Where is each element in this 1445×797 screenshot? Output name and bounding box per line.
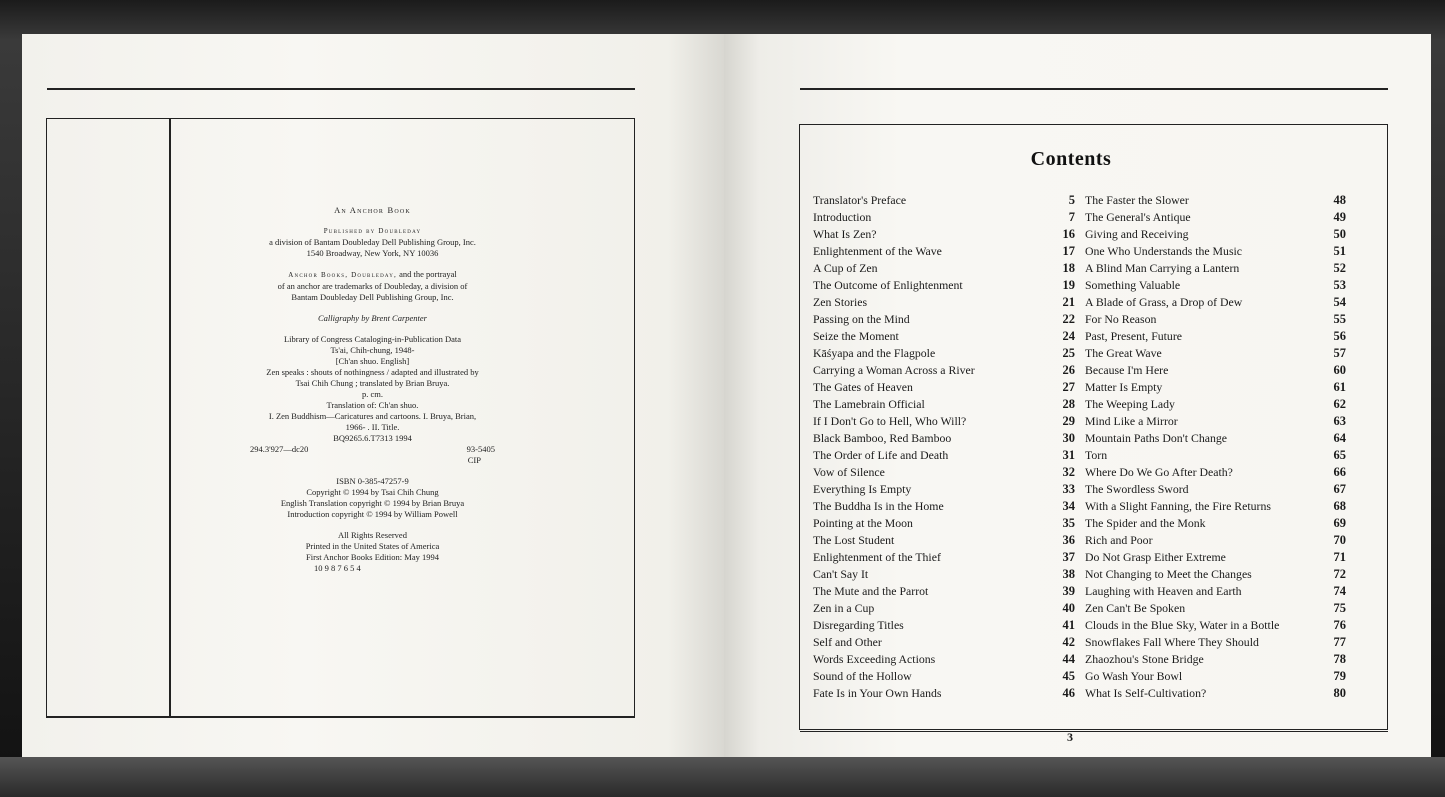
toc-entry-page: 64: [1333, 431, 1346, 445]
cip-dewey-row: [250, 444, 495, 455]
toc-entry: [813, 260, 1075, 277]
toc-entry-title: The Order of Life and Death: [813, 448, 949, 462]
toc-entry: [1085, 328, 1346, 345]
toc-entry-page: 54: [1333, 295, 1346, 309]
copyright-line: Copyright © 1994 by Tsai Chih Chung: [306, 487, 439, 497]
toc-entry-title: Matter Is Empty: [1085, 380, 1163, 394]
toc-entry: [1085, 634, 1346, 651]
rights-reserved: All Rights Reserved: [338, 530, 407, 540]
toc-entry-title: The Mute and the Parrot: [813, 584, 929, 598]
cip-dewey: 294.3'927—dc20: [250, 444, 309, 454]
toc-entry-page: 72: [1333, 567, 1346, 581]
toc-entry-title: The Lost Student: [813, 533, 895, 547]
toc-entry-title: Something Valuable: [1085, 278, 1181, 292]
toc-entry: [813, 277, 1075, 294]
toc-entry: [1085, 566, 1346, 583]
toc-entry-page: 52: [1333, 261, 1346, 275]
toc-entry: [1085, 209, 1346, 226]
cip-tag: CIP: [467, 455, 481, 465]
toc-entry-title: Snowflakes Fall Where They Should: [1085, 635, 1259, 649]
cip-title-line-1: Zen speaks : shouts of nothingness / adapted and illustrated by: [266, 367, 479, 377]
toc-entry-title: Rich and Poor: [1085, 533, 1153, 547]
toc-entry-page: 39: [1062, 584, 1075, 598]
toc-entry-page: 29: [1062, 414, 1075, 428]
toc-entry-title: The Outcome of Enlightenment: [813, 278, 963, 292]
copyright-colophon: [250, 205, 495, 574]
toc-entry-page: 33: [1062, 482, 1075, 496]
toc-entry-page: 56: [1333, 329, 1346, 343]
toc-entry: [1085, 532, 1346, 549]
toc-entry-page: 65: [1333, 448, 1346, 462]
toc-entry-title: Zen Stories: [813, 295, 868, 309]
toc-entry-title: If I Don't Go to Hell, Who Will?: [813, 414, 967, 428]
toc-entry-title: The Weeping Lady: [1085, 397, 1175, 411]
toc-entry: [1085, 362, 1346, 379]
cip-uniform-title: [Ch'an shuo. English]: [335, 356, 410, 366]
toc-entry-title: A Cup of Zen: [813, 261, 878, 275]
toc-entry: [1085, 600, 1346, 617]
toc-entry-page: 27: [1062, 380, 1075, 394]
toc-entry: [813, 481, 1075, 498]
toc-entry-title: Self and Other: [813, 635, 882, 649]
toc-entry: [813, 651, 1075, 668]
toc-entry-page: 28: [1062, 397, 1075, 411]
toc-column-1: [813, 192, 1075, 702]
trademark-line-2: of an anchor are trademarks of Doubleday, a division of: [277, 281, 468, 291]
trademark-line-3: Bantam Doubleday Dell Publishing Group, Inc.: [291, 292, 454, 302]
toc-entry-title: Vow of Silence: [813, 465, 885, 479]
toc-entry: [813, 413, 1075, 430]
cip-title-line-2: Tsai Chih Chung ; translated by Brian Bruya.: [295, 378, 450, 388]
toc-entry: [813, 447, 1075, 464]
toc-entry-title: Can't Say It: [813, 567, 869, 581]
toc-entry-title: What Is Zen?: [813, 227, 877, 241]
toc-entry-title: Mountain Paths Don't Change: [1085, 431, 1228, 445]
toc-entry-title: Fate Is in Your Own Hands: [813, 686, 942, 700]
toc-entry-title: The Swordless Sword: [1085, 482, 1189, 496]
toc-entry-page: 22: [1062, 312, 1075, 326]
trademark-text: and the portrayal: [397, 269, 457, 279]
toc-entry: [813, 328, 1075, 345]
toc-entry: [1085, 583, 1346, 600]
toc-entry-page: 61: [1333, 380, 1346, 394]
toc-entry-page: 51: [1333, 244, 1346, 258]
toc-entry-title: The Gates of Heaven: [813, 380, 913, 394]
toc-entry-page: 75: [1333, 601, 1346, 615]
left-top-rule: [47, 88, 635, 90]
toc-entry: [1085, 396, 1346, 413]
toc-entry-title: Disregarding Titles: [813, 618, 904, 632]
toc-entry-title: Go Wash Your Bowl: [1085, 669, 1183, 683]
printing-line: 10 9 8 7 6 5 4: [314, 563, 361, 573]
cip-translation-note: Translation of: Ch'an shuo.: [326, 400, 419, 410]
translation-copyright: English Translation copyright © 1994 by Brian Bruya: [280, 498, 465, 508]
toc-entry-page: 32: [1062, 465, 1075, 479]
toc-entry-title: Zhaozhou's Stone Bridge: [1085, 652, 1204, 666]
toc-entry-page: 16: [1062, 227, 1075, 241]
toc-entry-page: 17: [1062, 244, 1075, 258]
toc-entry-page: 25: [1062, 346, 1075, 360]
toc-entry-title: Not Changing to Meet the Changes: [1085, 567, 1252, 581]
toc-entry-page: 79: [1333, 669, 1346, 683]
toc-entry: [1085, 379, 1346, 396]
toc-entry-title: Laughing with Heaven and Earth: [1085, 584, 1242, 598]
toc-entry-title: What Is Self-Cultivation?: [1085, 686, 1207, 700]
toc-entry: [813, 226, 1075, 243]
toc-entry: [813, 634, 1075, 651]
cip-lccn: 93-5405: [466, 444, 495, 454]
toc-entry-page: 30: [1062, 431, 1075, 445]
toc-entry: [1085, 515, 1346, 532]
toc-entry-page: 46: [1062, 686, 1075, 700]
toc-entry-title: Sound of the Hollow: [813, 669, 912, 683]
toc-entry-title: Giving and Receiving: [1085, 227, 1189, 241]
cip-subjects: I. Zen Buddhism—Caricatures and cartoons. I. Bruya, Brian,: [268, 411, 477, 421]
toc-entry: [813, 345, 1075, 362]
toc-entry-title: Seize the Moment: [813, 329, 899, 343]
toc-entry-title: Introduction: [813, 210, 872, 224]
toc-entry: [1085, 226, 1346, 243]
toc-entry-title: Passing on the Mind: [813, 312, 910, 326]
toc-entry: [813, 566, 1075, 583]
introduction-copyright: Introduction copyright © 1994 by William Powell: [287, 509, 458, 519]
toc-entry-title: The Buddha Is in the Home: [813, 499, 944, 513]
toc-entry-title: Because I'm Here: [1085, 363, 1169, 377]
toc-entry-page: 66: [1333, 465, 1346, 479]
toc-entry-page: 74: [1333, 584, 1346, 598]
toc-entry-title: Words Exceeding Actions: [813, 652, 936, 666]
toc-entry-page: 41: [1062, 618, 1075, 632]
toc-entry-page: 42: [1062, 635, 1075, 649]
toc-entry-title: Zen Can't Be Spoken: [1085, 601, 1186, 615]
toc-entry-page: 49: [1333, 210, 1346, 224]
toc-entry-page: 37: [1062, 550, 1075, 564]
toc-entry-title: Zen in a Cup: [813, 601, 875, 615]
toc-entry-title: Enlightenment of the Wave: [813, 244, 942, 258]
toc-entry-page: 67: [1333, 482, 1346, 496]
edition-line: First Anchor Books Edition: May 1994: [306, 552, 439, 562]
toc-entry-page: 31: [1062, 448, 1075, 462]
cip-heading: Library of Congress Cataloging-in-Publication Data: [283, 334, 462, 344]
toc-entry-title: For No Reason: [1085, 312, 1157, 326]
toc-entry-title: The Lamebrain Official: [813, 397, 925, 411]
toc-entry-page: 40: [1062, 601, 1075, 615]
toc-entry: [813, 464, 1075, 481]
toc-entry-page: 24: [1062, 329, 1075, 343]
toc-entry-page: 50: [1333, 227, 1346, 241]
toc-entry-page: 77: [1333, 635, 1346, 649]
toc-entry: [1085, 549, 1346, 566]
cip-tag-row: [250, 455, 495, 466]
toc-entry-title: The Spider and the Monk: [1085, 516, 1206, 530]
toc-entry: [1085, 311, 1346, 328]
toc-entry: [813, 549, 1075, 566]
toc-entry-page: 21: [1062, 295, 1075, 309]
toc-entry-title: Kāśyapa and the Flagpole: [813, 346, 936, 360]
toc-entry: [1085, 481, 1346, 498]
toc-entry: [1085, 294, 1346, 311]
toc-entry-title: Do Not Grasp Either Extreme: [1085, 550, 1226, 564]
trademark-names: Anchor Books, Doubleday,: [288, 271, 397, 279]
toc-entry-page: 69: [1333, 516, 1346, 530]
toc-entry: [1085, 651, 1346, 668]
toc-entry: [1085, 345, 1346, 362]
toc-entry: [813, 532, 1075, 549]
toc-entry-title: Where Do We Go After Death?: [1085, 465, 1233, 479]
toc-entry: [1085, 617, 1346, 634]
toc-entry: [813, 243, 1075, 260]
toc-entry-page: 38: [1062, 567, 1075, 581]
publisher-division: a division of Bantam Doubleday Dell Publishing Group, Inc.: [269, 237, 476, 247]
toc-entry: [813, 600, 1075, 617]
toc-entry-title: The Faster the Slower: [1085, 193, 1189, 207]
toc-entry-page: 19: [1062, 278, 1075, 292]
toc-entry: [813, 498, 1075, 515]
toc-entry-title: Everything Is Empty: [813, 482, 912, 496]
toc-entry: [813, 515, 1075, 532]
page-number: 3: [1067, 730, 1073, 744]
toc-entry-title: Black Bamboo, Red Bamboo: [813, 431, 952, 445]
toc-entry-page: 7: [1068, 210, 1075, 224]
toc-entry-page: 18: [1062, 261, 1075, 275]
toc-entry: [813, 192, 1075, 209]
toc-entry-page: 34: [1062, 499, 1075, 513]
isbn: ISBN 0-385-47257-9: [336, 476, 409, 486]
toc-entry: [813, 396, 1075, 413]
toc-entry: [813, 668, 1075, 685]
toc-entry-page: 68: [1333, 499, 1346, 513]
cip-call-number: BQ9265.6.T7313 1994: [333, 433, 412, 443]
toc-entry-page: 80: [1333, 686, 1346, 700]
toc-entry-title: A Blind Man Carrying a Lantern: [1085, 261, 1240, 275]
calligraphy-credit: Calligraphy by Brent Carpenter: [318, 313, 427, 323]
toc-entry: [1085, 413, 1346, 430]
toc-entry: [813, 583, 1075, 600]
toc-entry: [813, 685, 1075, 702]
cip-subjects-2: 1966- . II. Title.: [345, 422, 400, 432]
toc-entry: [1085, 260, 1346, 277]
toc-entry-page: 76: [1333, 618, 1346, 632]
toc-entry-page: 71: [1333, 550, 1346, 564]
cip-pagination: p. cm.: [361, 389, 383, 399]
toc-entry: [1085, 277, 1346, 294]
toc-entry: [1085, 430, 1346, 447]
toc-entry-title: Torn: [1085, 448, 1108, 462]
toc-entry: [1085, 498, 1346, 515]
toc-entry-title: Carrying a Woman Across a River: [813, 363, 975, 377]
toc-entry: [813, 617, 1075, 634]
toc-entry: [813, 430, 1075, 447]
toc-entry-page: 60: [1333, 363, 1346, 377]
toc-entry-title: Clouds in the Blue Sky, Water in a Bottle: [1085, 618, 1280, 632]
toc-entry-page: 78: [1333, 652, 1346, 666]
toc-entry-page: 44: [1062, 652, 1075, 666]
toc-entry-page: 5: [1068, 193, 1075, 207]
toc-entry: [813, 379, 1075, 396]
toc-entry-page: 70: [1333, 533, 1346, 547]
toc-entry-page: 63: [1333, 414, 1346, 428]
toc-entry: [813, 294, 1075, 311]
toc-entry-page: 36: [1062, 533, 1075, 547]
table-surface: [0, 757, 1445, 797]
toc-entry-page: 57: [1333, 346, 1346, 360]
right-bottom-rule: [800, 731, 1388, 732]
contents-title: Contents: [1030, 148, 1112, 170]
printed-in: Printed in the United States of America: [305, 541, 440, 551]
toc-entry: [1085, 243, 1346, 260]
toc-entry-title: The General's Antique: [1085, 210, 1191, 224]
toc-entry: [813, 362, 1075, 379]
toc-entry-title: The Great Wave: [1085, 346, 1162, 360]
toc-entry-page: 55: [1333, 312, 1346, 326]
toc-entry-title: Enlightenment of the Thief: [813, 550, 941, 564]
toc-entry: [1085, 668, 1346, 685]
toc-entry-page: 26: [1062, 363, 1075, 377]
toc-entry: [1085, 192, 1346, 209]
cip-author: Ts'ai, Chih-chung, 1948-: [330, 345, 415, 355]
toc-entry-title: Mind Like a Mirror: [1085, 414, 1178, 428]
toc-entry-page: 53: [1333, 278, 1346, 292]
toc-entry-page: 62: [1333, 397, 1346, 411]
toc-entry-page: 35: [1062, 516, 1075, 530]
toc-entry: [1085, 447, 1346, 464]
toc-entry-title: Pointing at the Moon: [813, 516, 913, 530]
toc-entry-title: Translator's Preface: [813, 193, 907, 207]
toc-entry: [1085, 464, 1346, 481]
toc-entry: [1085, 685, 1346, 702]
toc-entry-page: 48: [1333, 193, 1346, 207]
toc-entry-title: One Who Understands the Music: [1085, 244, 1243, 258]
toc-entry-title: A Blade of Grass, a Drop of Dew: [1085, 295, 1243, 309]
right-top-rule: [800, 88, 1388, 90]
toc-column-2: [1085, 192, 1346, 702]
publisher-address: 1540 Broadway, New York, NY 10036: [306, 248, 439, 258]
toc-entry: [813, 209, 1075, 226]
publisher-line: Published by Doubleday: [323, 227, 422, 235]
toc-entry-title: Past, Present, Future: [1085, 329, 1182, 343]
toc-entry: [813, 311, 1075, 328]
toc-entry-title: With a Slight Fanning, the Fire Returns: [1085, 499, 1271, 513]
left-bottom-rule: [46, 717, 635, 718]
imprint-line: An Anchor Book: [334, 205, 411, 215]
left-margin-rule: [169, 119, 171, 716]
toc-entry-page: 45: [1062, 669, 1075, 683]
